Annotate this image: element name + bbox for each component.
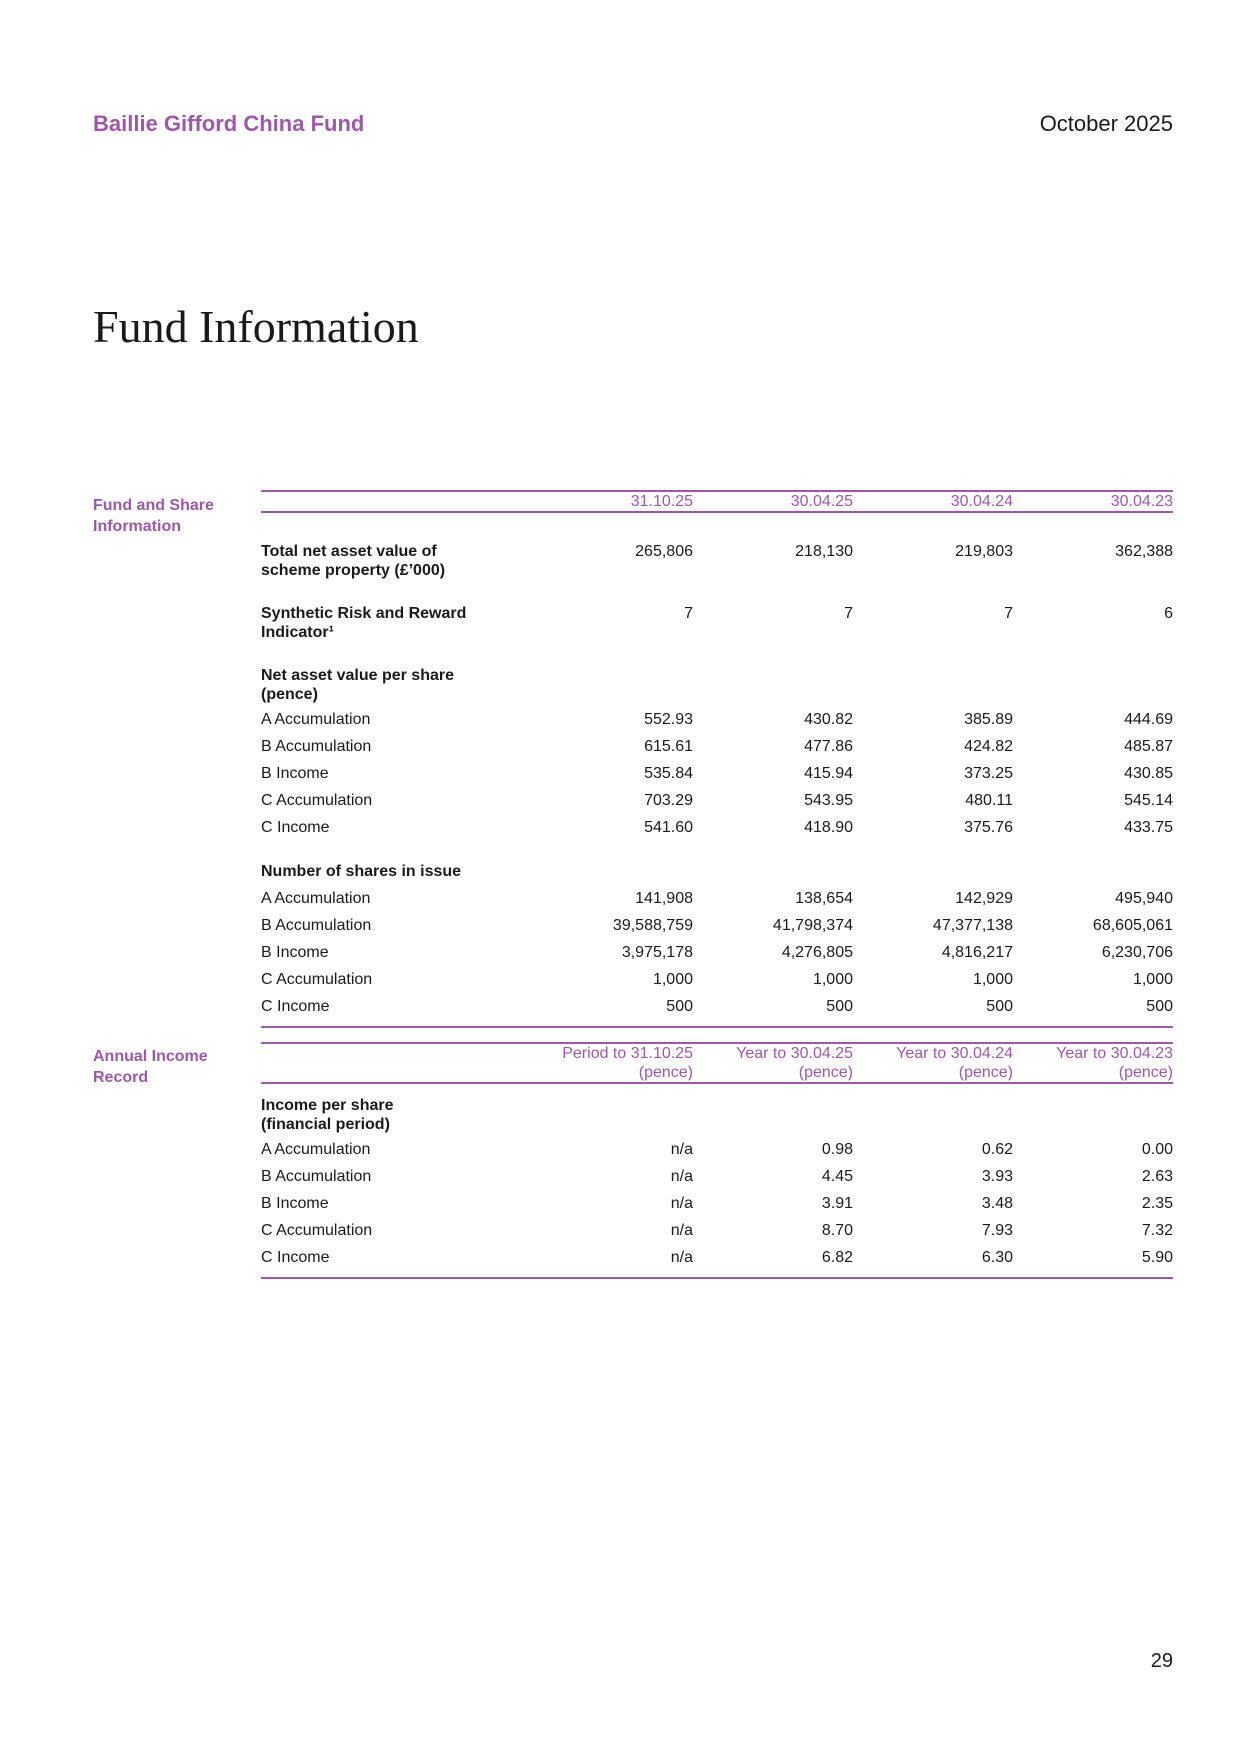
column-header-line: (pence) (1118, 1064, 1173, 1081)
column-header-line: Year to 30.04.23 (1056, 1045, 1173, 1062)
row-label: B Income (261, 1195, 329, 1212)
cell: 47,377,138 (932, 917, 1013, 934)
subheading-line: (pence) (261, 686, 318, 703)
row-label: C Accumulation (261, 792, 373, 809)
cell: 362,388 (1115, 543, 1173, 560)
cell: 219,803 (955, 543, 1013, 560)
column-header: 30.04.24 (950, 493, 1013, 510)
cell: 3,975,178 (621, 944, 693, 961)
table-header-row (261, 491, 1173, 512)
cell: 2.63 (1141, 1168, 1173, 1185)
column-header (853, 1043, 1013, 1083)
cell: n/a (670, 1195, 693, 1212)
row-label: C Accumulation (261, 1222, 373, 1239)
cell: 615.61 (644, 738, 693, 755)
row-label: C Income (261, 997, 533, 1027)
section-label-annual-income (93, 1046, 243, 1088)
cell: 433.75 (1124, 819, 1173, 836)
cell: 373.25 (964, 765, 1013, 782)
row-label: B Accumulation (261, 1168, 372, 1185)
table-row (261, 764, 1173, 791)
cell: 7.93 (981, 1222, 1013, 1239)
section-label-line: Information (93, 518, 181, 535)
column-header-line: (pence) (638, 1064, 693, 1081)
row-label-line: Indicator¹ (261, 624, 334, 641)
header-blank (261, 1043, 533, 1083)
header-blank (261, 491, 533, 512)
table-row (261, 1248, 1173, 1278)
table-row (261, 943, 1173, 970)
cell: 480.11 (965, 792, 1013, 809)
row-label: A Accumulation (261, 1141, 371, 1158)
cell: 415.94 (804, 765, 853, 782)
subheading-line: Income per share (261, 1097, 394, 1114)
row-label: B Accumulation (261, 738, 372, 755)
table-row (261, 1140, 1173, 1167)
cell: 3.48 (981, 1195, 1013, 1212)
column-header: 30.04.25 (790, 493, 853, 510)
row-label-line: Synthetic Risk and Reward (261, 605, 467, 622)
cell: 6.30 (853, 1248, 1013, 1278)
table-row (261, 1167, 1173, 1194)
cell: 541.60 (644, 819, 693, 836)
cell: 495,940 (1115, 890, 1173, 907)
cell: 444.69 (1124, 711, 1173, 728)
cell: 6.82 (693, 1248, 853, 1278)
cell: 6 (1164, 605, 1173, 622)
cell: 265,806 (635, 543, 693, 560)
subheading-row (261, 845, 1173, 889)
row-label (261, 580, 533, 642)
cell: 1,000 (652, 971, 693, 988)
cell: 41,798,374 (772, 917, 853, 934)
table-row (261, 997, 1173, 1027)
fund-name: Baillie Gifford China Fund (93, 111, 365, 136)
cell: 430.85 (1124, 765, 1173, 782)
cell: 4,816,217 (941, 944, 1013, 961)
cell: 543.95 (804, 792, 853, 809)
table-row (261, 580, 1173, 642)
cell: 500 (693, 997, 853, 1027)
table-row (261, 1194, 1173, 1221)
cell: 0.62 (981, 1141, 1013, 1158)
cell: 218,130 (795, 543, 853, 560)
cell: 1,000 (972, 971, 1013, 988)
cell: 3.91 (821, 1195, 853, 1212)
table-row (261, 710, 1173, 737)
cell: 418.90 (804, 819, 853, 836)
row-label-line: Total net asset value of (261, 543, 437, 560)
cell: 500 (853, 997, 1013, 1027)
cell: 424.82 (964, 738, 1013, 755)
cell: 485.87 (1124, 738, 1173, 755)
cell: 0.98 (821, 1141, 853, 1158)
row-label: B Income (261, 944, 329, 961)
page-title: Fund Information (93, 301, 419, 352)
column-header: 31.10.25 (630, 493, 693, 510)
cell: 142,929 (955, 890, 1013, 907)
cell: 385.89 (964, 711, 1013, 728)
cell: 1,000 (1132, 971, 1173, 988)
cell: 3.93 (981, 1168, 1013, 1185)
table-row (261, 970, 1173, 997)
cell: 7 (844, 605, 853, 622)
subheading (261, 642, 533, 710)
cell: 2.35 (1141, 1195, 1173, 1212)
row-label: C Income (261, 819, 330, 836)
cell: n/a (670, 1222, 693, 1239)
report-date: October 2025 (1039, 111, 1173, 136)
table-row (261, 818, 1173, 845)
table-row (261, 512, 1173, 580)
row-label: A Accumulation (261, 711, 371, 728)
column-header (1013, 1043, 1173, 1083)
cell: 5.90 (1013, 1248, 1173, 1278)
table-header-row (261, 1043, 1173, 1083)
cell: 552.93 (644, 711, 693, 728)
row-label-line: scheme property (£’000) (261, 562, 446, 579)
table-row (261, 889, 1173, 916)
row-label: A Accumulation (261, 890, 371, 907)
subheading-row (261, 642, 1173, 710)
section-label-line: Fund and Share (93, 497, 214, 514)
row-label: B Accumulation (261, 917, 372, 934)
subheading-line: (financial period) (261, 1116, 390, 1133)
cell: 7 (1004, 605, 1013, 622)
row-label: C Accumulation (261, 971, 373, 988)
column-header: 30.04.23 (1110, 493, 1173, 510)
table-row (261, 1221, 1173, 1248)
cell: 6,230,706 (1101, 944, 1173, 961)
cell: 1,000 (812, 971, 853, 988)
cell: 68,605,061 (1092, 917, 1173, 934)
cell: n/a (533, 1248, 693, 1278)
cell: 535.84 (644, 765, 693, 782)
section-label-fund-share-info (93, 495, 243, 537)
subheading: Number of shares in issue (261, 863, 462, 880)
cell: n/a (670, 1141, 693, 1158)
column-header (533, 1043, 693, 1083)
cell: 138,654 (795, 890, 853, 907)
table-row (261, 737, 1173, 764)
cell: 545.14 (1124, 792, 1173, 809)
cell: n/a (670, 1168, 693, 1185)
cell: 8.70 (821, 1222, 853, 1239)
column-header (693, 1043, 853, 1083)
row-label: C Income (261, 1248, 533, 1278)
subheading-line: Net asset value per share (261, 667, 454, 684)
cell: 500 (1013, 997, 1173, 1027)
cell: 500 (533, 997, 693, 1027)
subheading (261, 1083, 533, 1140)
subheading-row (261, 1083, 1173, 1140)
table-row (261, 916, 1173, 943)
row-label: B Income (261, 765, 329, 782)
column-header-line: Period to 31.10.25 (562, 1045, 693, 1062)
page-number: 29 (1150, 1650, 1173, 1672)
column-header-line: (pence) (798, 1064, 853, 1081)
cell: 703.29 (644, 792, 693, 809)
cell: 477.86 (804, 738, 853, 755)
annual-income-table (261, 1042, 1173, 1279)
section-label-line: Annual Income (93, 1048, 208, 1065)
cell: 7.32 (1141, 1222, 1173, 1239)
cell: 4,276,805 (781, 944, 853, 961)
row-label (261, 512, 533, 580)
cell: 375.76 (964, 819, 1013, 836)
cell: 4.45 (821, 1168, 853, 1185)
column-header-line: Year to 30.04.24 (896, 1045, 1013, 1062)
cell: 7 (684, 605, 693, 622)
cell: 0.00 (1141, 1141, 1173, 1158)
column-header-line: Year to 30.04.25 (736, 1045, 853, 1062)
section-label-line: Record (93, 1069, 149, 1086)
cell: 141,908 (635, 890, 693, 907)
cell: 430.82 (804, 711, 853, 728)
cell: 39,588,759 (612, 917, 693, 934)
table-row (261, 791, 1173, 818)
fund-share-info-table (261, 490, 1173, 1028)
column-header-line: (pence) (958, 1064, 1013, 1081)
